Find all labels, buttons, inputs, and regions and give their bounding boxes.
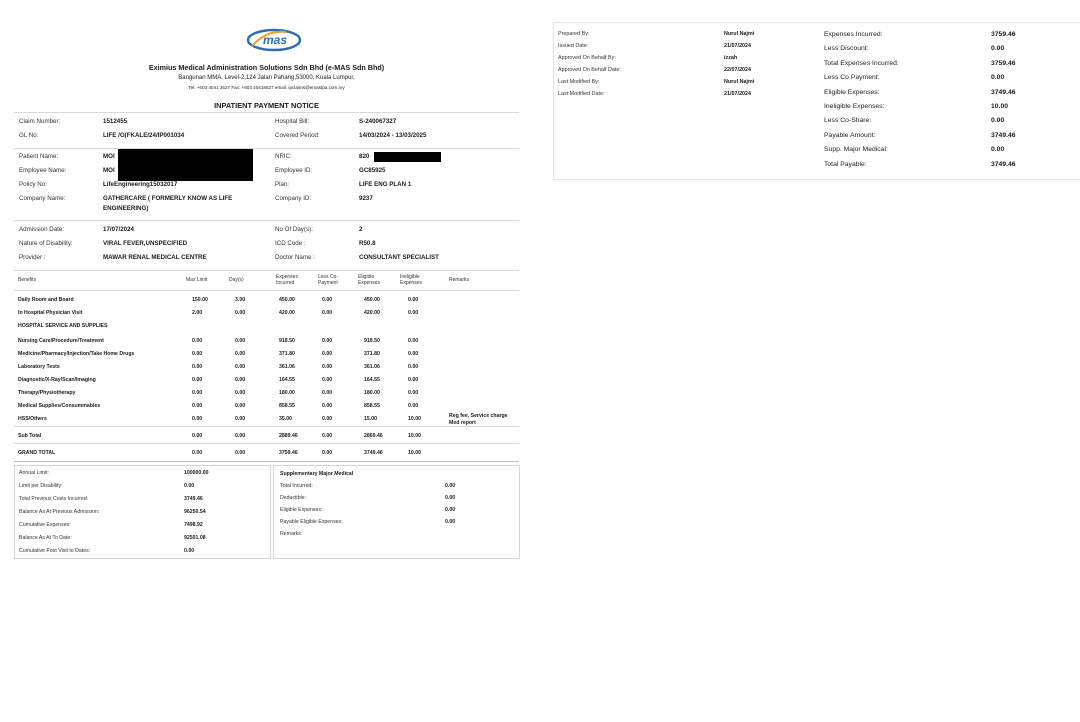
less-co-payment: 0.00 (322, 310, 333, 316)
approval-label: Last Modified Date: (558, 91, 605, 97)
limit-value: 0.00 (184, 483, 195, 489)
days: 0.00 (235, 433, 246, 439)
limit-value: 0.00 (184, 548, 195, 554)
nric-label: NRIC: (275, 153, 292, 160)
ineligible-expenses: 10.00 (408, 450, 421, 456)
ineligible-expenses: 0.00 (408, 297, 419, 303)
approval-value: Nurul Najmi (724, 31, 755, 37)
summary-label: Total Expenses Incurred: (824, 59, 899, 67)
divider (14, 443, 519, 444)
less-co-payment: 0.00 (322, 377, 333, 383)
max-limit: 0.00 (192, 338, 203, 344)
supplementary-box (273, 465, 520, 559)
expenses-incurred: 450.00 (279, 297, 295, 303)
ineligible-expenses: 0.00 (408, 351, 419, 357)
limit-label: Limit per Disability: (19, 483, 63, 489)
ineligible-expenses: 0.00 (408, 377, 419, 383)
ineligible-expenses: 0.00 (408, 364, 419, 370)
gl-no: LIFE /G(FKALE/24/IP001034 (103, 132, 185, 139)
table-row-name: Diagnostic/X-Ray/Scan/Imaging (18, 377, 96, 383)
table-row-name: Sub Total (18, 433, 42, 439)
less-co-payment: 0.00 (322, 338, 333, 344)
eligible-expenses: 420.00 (364, 310, 380, 316)
max-limit: 0.00 (192, 416, 203, 422)
policy-no-label: Policy No: (19, 181, 47, 188)
employee-id: GC85925 (359, 167, 386, 174)
eligible-expenses: 3749.46 (364, 450, 383, 456)
eligible-expenses: 15.00 (364, 416, 377, 422)
redaction-block (118, 149, 253, 181)
max-limit: 0.00 (192, 390, 203, 396)
table-row-name: In Hospital Physician Visit (18, 310, 83, 316)
days: 0.00 (235, 364, 246, 370)
remarks-line2: Med report (449, 420, 476, 426)
summary-label: Supp. Major Medical: (824, 146, 888, 154)
summary-value: 3749.46 (991, 160, 1016, 168)
employee-id-label: Employee ID: (275, 167, 313, 174)
expenses-incurred: 361.06 (279, 364, 295, 370)
approval-value: Nurul Najmi (724, 79, 755, 85)
table-row-name: HSS/Others (18, 416, 47, 422)
claim-number-label: Claim Number: (19, 118, 61, 125)
doctor: CONSULTANT SPECIALIST (359, 254, 439, 261)
supp-value: 0.00 (445, 495, 456, 501)
limit-label: Cumulative Post Visit to Dates: (19, 548, 91, 554)
divider (14, 270, 519, 271)
less-co-payment: 0.00 (322, 297, 333, 303)
approval-label: Approved On Behalf By: (558, 55, 616, 61)
limit-value: 100000.00 (184, 470, 209, 476)
supp-value: 0.00 (445, 483, 456, 489)
divider (14, 148, 519, 149)
table-header: Day(s) (229, 277, 244, 283)
employee-name: MOI (103, 167, 115, 174)
expenses-incurred: 35.00 (279, 416, 292, 422)
gl-no-label: GL No: (19, 132, 39, 139)
table-row-name: HOSPITAL SERVICE AND SUPPLIES (18, 323, 108, 329)
divider (14, 426, 519, 427)
redaction-block (374, 152, 441, 162)
expenses-incurred: 858.55 (279, 403, 295, 409)
limit-label: Cumulative Expenses: (19, 522, 71, 528)
max-limit: 0.00 (192, 403, 203, 409)
summary-label: Payable Amount: (824, 131, 876, 139)
expenses-incurred: 164.55 (279, 377, 295, 383)
company-name-label: Company Name: (19, 195, 66, 202)
payment-summary-panel (553, 22, 1080, 180)
ineligible-expenses: 0.00 (408, 403, 419, 409)
days: 0.00 (235, 377, 246, 383)
nature-label: Nature of Disability: (19, 240, 73, 247)
limits-box (14, 465, 271, 559)
table-header: Remarks (449, 277, 470, 283)
company-id-label: Company ID: (275, 195, 312, 202)
days: 3.00 (235, 297, 246, 303)
supp-label: Eligible Expenses: (280, 507, 323, 513)
icd-code: R50.8 (359, 240, 376, 247)
company-id: 9237 (359, 195, 373, 202)
company-contact: Tel: +603 4041 3627 Fax: +603 40418627 email: ipclaims@emastpa.com.my (188, 85, 345, 90)
supp-label: Deductible: (280, 495, 306, 501)
max-limit: 150.00 (192, 297, 208, 303)
max-limit: 0.00 (192, 433, 203, 439)
summary-value: 3749.46 (991, 88, 1016, 96)
table-header: Expenses Incurred (276, 274, 298, 286)
table-row-name: Therapy/Physiotherapy (18, 390, 76, 396)
days: 0.00 (235, 450, 246, 456)
days: 0.00 (235, 416, 246, 422)
covered-period-label: Covered Period: (275, 132, 320, 139)
summary-label: Total Payable: (824, 160, 867, 168)
logo-text: mas (262, 33, 288, 47)
limit-label: Annual Limit: (19, 470, 49, 476)
covered-period: 14/03/2024 - 13/03/2025 (359, 132, 427, 139)
company-name: Eximius Medical Administration Solutions Sdn Bhd (e-MAS Sdn Bhd) (148, 63, 385, 72)
hospital-bill-label: Hospital Bill: (275, 118, 310, 125)
table-row-name: Nursing Care/Procedure/Treatment (18, 338, 104, 344)
summary-label: Less Discount: (824, 45, 869, 53)
limit-value: 7498.92 (184, 522, 203, 528)
notice-title: INPATIENT PAYMENT NOTICE (214, 101, 319, 110)
summary-value: 10.00 (991, 103, 1009, 110)
less-co-payment: 0.00 (322, 416, 333, 422)
admission-date: 17/07/2024 (103, 226, 134, 233)
employee-name-label: Employee Name: (19, 167, 67, 174)
eligible-expenses: 371.80 (364, 351, 380, 357)
table-row-name: Laboratory Tests (18, 364, 60, 370)
ineligible-expenses: 0.00 (408, 310, 419, 316)
expenses-incurred: 918.50 (279, 338, 295, 344)
max-limit: 0.00 (192, 450, 203, 456)
eligible-expenses: 164.55 (364, 377, 380, 383)
supplementary-title: Supplementary Major Medical (280, 471, 354, 477)
summary-label: Eligible Expenses: (824, 88, 880, 96)
nric: 820 (359, 153, 370, 160)
less-co-payment: 0.00 (322, 433, 333, 439)
approval-value: 21/07/2024 (724, 43, 751, 49)
days-label: No Of Day(s): (275, 226, 313, 233)
ineligible-expenses: 0.00 (408, 390, 419, 396)
hospital-bill: S-240067327 (359, 118, 397, 125)
eligible-expenses: 361.06 (364, 364, 380, 370)
approval-value: izzah (724, 55, 738, 61)
limit-label: Total Previous Costs Incurred: (19, 496, 89, 502)
supp-label: Remarks: (280, 531, 303, 537)
summary-value: 3749.46 (991, 131, 1016, 139)
approval-label: Last Modified By: (558, 79, 600, 85)
summary-label: Expenses Incurred: (824, 31, 883, 38)
days: 0.00 (235, 351, 246, 357)
ineligible-expenses: 0.00 (408, 338, 419, 344)
less-co-payment: 0.00 (322, 390, 333, 396)
patient-name-label: Patient Name: (19, 153, 59, 160)
days: 0.00 (235, 403, 246, 409)
limit-value: 92501.08 (184, 535, 206, 541)
table-header: Less Co- Payment (318, 274, 339, 286)
supp-label: Payable Eligible Expenses: (280, 519, 343, 525)
company-address: Bangunan MMA, Level-2,124 Jalan Pahang,53000, Kuala Lumpur, (178, 75, 355, 81)
divider (14, 290, 519, 291)
divider (14, 112, 519, 113)
summary-value: 3759.46 (991, 59, 1016, 67)
eligible-expenses: 858.55 (364, 403, 380, 409)
company-name-line2: ENGINEERING) (103, 205, 149, 212)
table-header: Ineligible Expenses (400, 274, 422, 286)
summary-label: Less Co-Share: (824, 117, 872, 125)
limit-label: Balance As At Previous Admission: (19, 509, 100, 515)
max-limit: 0.00 (192, 377, 203, 383)
table-row-name: GRAND TOTAL (18, 450, 56, 456)
divider (14, 461, 519, 462)
emas-logo (246, 28, 302, 52)
eligible-expenses: 180.00 (364, 390, 380, 396)
company-name-line1: GATHERCARE ( FORMERLY KNOW AS LIFE (103, 195, 233, 202)
policy-no: LifeEngineering15032017 (103, 181, 178, 188)
summary-value: 0.00 (991, 45, 1005, 53)
patient-name: MOI (103, 153, 115, 160)
divider (14, 220, 519, 221)
days: 0.00 (235, 338, 246, 344)
summary-label: Less Co Payment: (824, 74, 880, 82)
max-limit: 0.00 (192, 364, 203, 370)
summary-value: 0.00 (991, 146, 1005, 154)
plan-label: Plan: (275, 181, 290, 188)
table-header: Max Limit (186, 277, 208, 283)
expenses-incurred: 180.00 (279, 390, 295, 396)
ineligible-expenses: 10.00 (408, 433, 421, 439)
ineligible-expenses: 10.00 (408, 416, 421, 422)
max-limit: 0.00 (192, 351, 203, 357)
less-co-payment: 0.00 (322, 351, 333, 357)
less-co-payment: 0.00 (322, 450, 333, 456)
days: 2 (359, 226, 363, 233)
nature: VIRAL FEVER,UNSPECIFIED (103, 240, 188, 247)
approval-value: 22/07/2024 (724, 67, 751, 73)
claim-number: 1512455 (103, 118, 128, 125)
eligible-expenses: 2869.46 (364, 433, 383, 439)
table-header: Eligible Expenses (358, 274, 380, 286)
eligible-expenses: 450.00 (364, 297, 380, 303)
max-limit: 2.00 (192, 310, 203, 316)
summary-value: 3759.46 (991, 31, 1016, 38)
expenses-incurred: 371.80 (279, 351, 295, 357)
expenses-incurred: 3759.46 (279, 450, 298, 456)
expenses-incurred: 2889.46 (279, 433, 298, 439)
approval-label: Approved On Behalf Date: (558, 67, 621, 73)
table-header: Benefits (18, 277, 37, 283)
approval-label: Prepared By: (558, 31, 590, 37)
summary-label: Ineligible Expenses: (824, 103, 885, 110)
less-co-payment: 0.00 (322, 403, 333, 409)
eligible-expenses: 918.50 (364, 338, 380, 344)
limit-label: Balance As At To Date: (19, 535, 72, 541)
days: 0.00 (235, 390, 246, 396)
approval-label: Issued Date: (558, 43, 589, 49)
days: 0.00 (235, 310, 246, 316)
remarks: Reg fee, Service charge (449, 413, 508, 419)
supp-value: 0.00 (445, 507, 456, 513)
plan: LIFE ENG PLAN 1 (359, 181, 412, 188)
table-row-name: Daily Room and Board (18, 297, 74, 303)
admission-date-label: Admission Date: (19, 226, 65, 233)
doctor-label: Doctor Name : (275, 254, 315, 261)
limit-value: 3749.46 (184, 496, 203, 502)
icd-label: ICD Code : (275, 240, 306, 247)
expenses-incurred: 420.00 (279, 310, 295, 316)
summary-value: 0.00 (991, 117, 1005, 125)
table-row-name: Medicine/Pharmacy/Injection/Take Home Drugs (18, 351, 135, 357)
limit-value: 96250.54 (184, 509, 206, 515)
provider: MAWAR RENAL MEDICAL CENTRE (103, 254, 207, 261)
summary-value: 0.00 (991, 74, 1005, 82)
provider-label: Provider : (19, 254, 46, 261)
payment-notice-document (14, 22, 519, 562)
table-row-name: Medical Supplies/Consummables (18, 403, 101, 409)
less-co-payment: 0.00 (322, 364, 333, 370)
supp-value: 0.00 (445, 519, 456, 525)
supp-label: Total Incurred: (280, 483, 313, 489)
approval-value: 21/07/2024 (724, 91, 751, 97)
